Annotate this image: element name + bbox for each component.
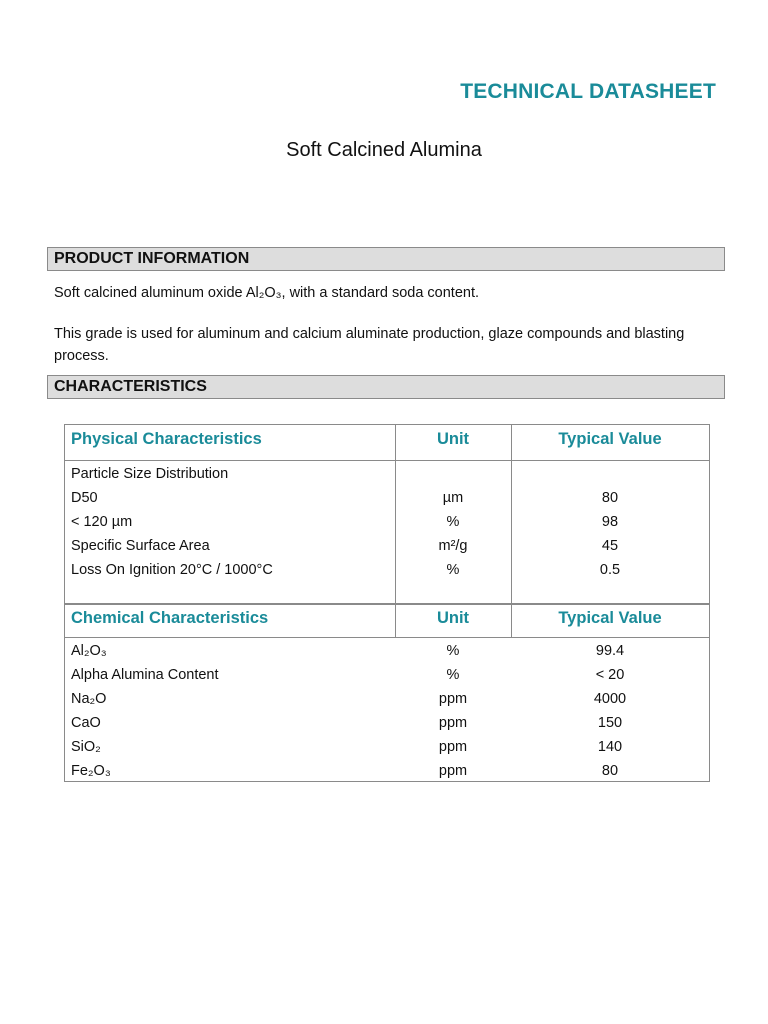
product-description: Soft calcined aluminum oxide Al₂O₃, with a standard soda content. [54, 285, 480, 301]
property-unit: % [446, 643, 460, 659]
property-unit: % [446, 514, 460, 530]
property-name: CaO [71, 715, 101, 731]
header-unit: Unit [436, 609, 470, 627]
table-row [65, 486, 709, 510]
property-unit: ppm [438, 691, 468, 707]
property-name: Na₂O [71, 691, 107, 707]
property-unit: µm [442, 490, 464, 506]
product-usage: This grade is used for aluminum and calcium aluminate production, glaze compounds and blasting process. [54, 326, 685, 364]
document-title: TECHNICAL DATASHEET [460, 80, 716, 103]
property-unit: ppm [438, 715, 468, 731]
section-product-information: PRODUCT INFORMATION [47, 247, 725, 271]
table-header [65, 425, 709, 461]
property-name: SiO₂ [71, 739, 101, 755]
property-unit: m²/g [438, 538, 468, 554]
property-value: 140 [597, 739, 623, 755]
property-name: Loss On Ignition 20°C / 1000°C [71, 562, 273, 578]
property-value: 45 [601, 538, 619, 554]
section-characteristics: CHARACTERISTICS [47, 375, 725, 399]
property-name: Particle Size Distribution [71, 466, 229, 482]
table-row [65, 534, 709, 558]
property-name: < 120 µm [71, 514, 133, 530]
property-value: 80 [601, 490, 619, 506]
table-row [65, 759, 709, 783]
physical-characteristics-table [64, 424, 710, 604]
property-unit: % [446, 667, 460, 683]
property-value: 0.5 [599, 562, 621, 578]
table-row [65, 510, 709, 534]
property-value: 4000 [593, 691, 627, 707]
header-chemical-characteristics: Chemical Characteristics [71, 609, 269, 627]
table-body [65, 639, 709, 783]
property-name: Fe₂O₃ [71, 763, 111, 779]
property-unit: ppm [438, 739, 468, 755]
table-header [65, 605, 709, 638]
table-row [65, 639, 709, 663]
table-row [65, 462, 709, 486]
property-unit: ppm [438, 763, 468, 779]
table-row [65, 711, 709, 735]
property-name: Specific Surface Area [71, 538, 210, 554]
property-value: 150 [597, 715, 623, 731]
table-body [65, 462, 709, 582]
product-name: Soft Calcined Alumina [286, 139, 482, 161]
chemical-characteristics-table [64, 604, 710, 782]
table-row [65, 735, 709, 759]
property-unit: % [446, 562, 460, 578]
property-value: 80 [601, 763, 619, 779]
header-typical-value: Typical Value [558, 609, 662, 627]
property-value: < 20 [595, 667, 625, 683]
property-name: D50 [71, 490, 98, 506]
property-name: Al₂O₃ [71, 643, 107, 659]
property-name: Alpha Alumina Content [71, 667, 219, 683]
table-row [65, 663, 709, 687]
header-typical-value: Typical Value [558, 430, 662, 448]
property-value: 99.4 [595, 643, 625, 659]
header-unit: Unit [436, 430, 470, 448]
header-physical-characteristics: Physical Characteristics [71, 430, 262, 448]
property-value: 98 [601, 514, 619, 530]
table-row [65, 687, 709, 711]
table-row [65, 558, 709, 582]
